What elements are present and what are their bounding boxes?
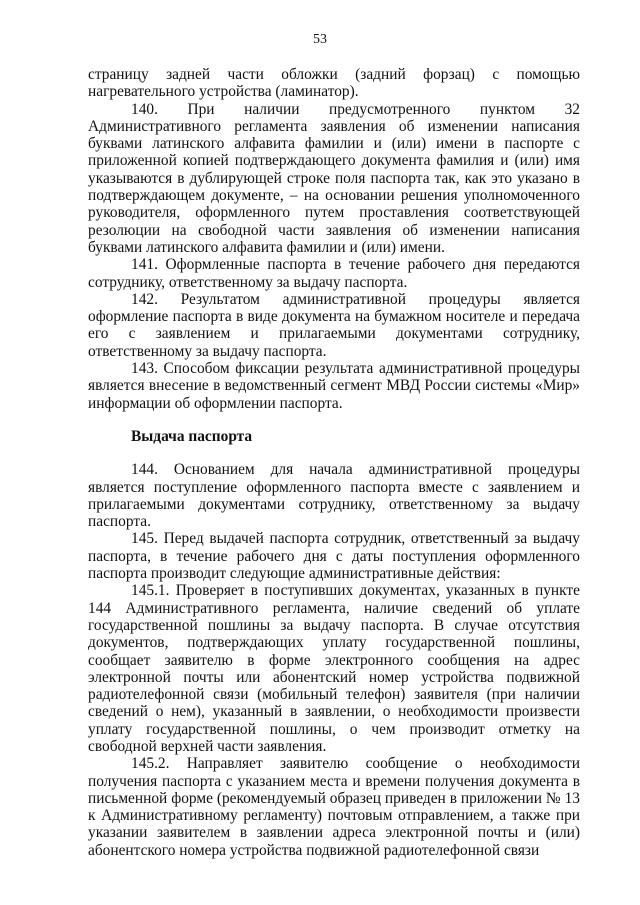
page-number: 53 [313,32,327,47]
paragraph-145-1: 145.1. Проверяет в поступивших документах, указанных в пункте 144 Административного регламента, наличие сведений об уплате государственной пошлины за выдачу паспорта. В случае отсутствия документов, подтверждающих уплату государственной пошлины, сообщает заявителю в форме электронного сообщения на адрес электронной почты или абонентский номер устройства подвижной радиотелефонной связи (мобильный телефон) заявителя (при наличии сведений о нем), указанный в заявлении, о необходимости произвести уплату государственной пошлины, о чем производит отметку на свободной верхней части заявления. [88,582,580,755]
section-heading: Выдача паспорта [131,427,253,445]
paragraph-141: 141. Оформленные паспорта в течение рабочего дня передаются сотруднику, ответственному за выдачу паспорта. [88,256,580,291]
paragraph-145: 145. Перед выдачей паспорта сотрудник, ответственный за выдачу паспорта, в течение рабочего дня с даты поступления оформленного паспорта производит следующие административные действия: [88,530,580,583]
document-body [88,66,580,859]
paragraph-continuation: страницу задней части обложки (задний форзац) с помощью нагревательного устройства (ламинатор). [88,66,580,101]
paragraph-142: 142. Результатом административной процедуры является оформление паспорта в виде документа на бумажном носителе и передача его с заявлением и прилагаемыми документами сотруднику, ответственному за выдачу паспорта. [88,290,580,360]
paragraph-140: 140. При наличии предусмотренного пунктом 32 Административного регламента заявления об изменении написания буквами латинского алфавита фамилии и (или) имени в паспорте с приложенной копией подтверждающего документа фамилия и (или) имя указываются в дублирующей строке поля паспорта так, как это указано в подтверждающем документе, – на основании решения уполномоченного руководителя, оформленного путем проставления соответствующей резолюции на свободной части заявления об изменении написания буквами латинского алфавита фамилии и (или) имени. [88,100,580,256]
paragraph-144: 144. Основанием для начала административной процедуры является поступление оформленного паспорта вместе с заявлением и прилагаемыми документами сотруднику, ответственному за выдачу паспорта. [88,461,580,531]
paragraph-145-2: 145.2. Направляет заявителю сообщение о необходимости получения паспорта с указанием места и времени получения документа в письменной форме (рекомендуемый образец приведен в приложении № 13 к Административному регламенту) почтовым отправлением, а также при указании заявителем в заявлении адреса электронной почты и (или) абонентского номера устройства подвижной радиотелефонной связи [88,755,580,859]
paragraph-143: 143. Способом фиксации результата административной процедуры является внесение в ведомственный сегмент МВД России системы «Мир» информации об оформлении паспорта. [88,360,580,412]
